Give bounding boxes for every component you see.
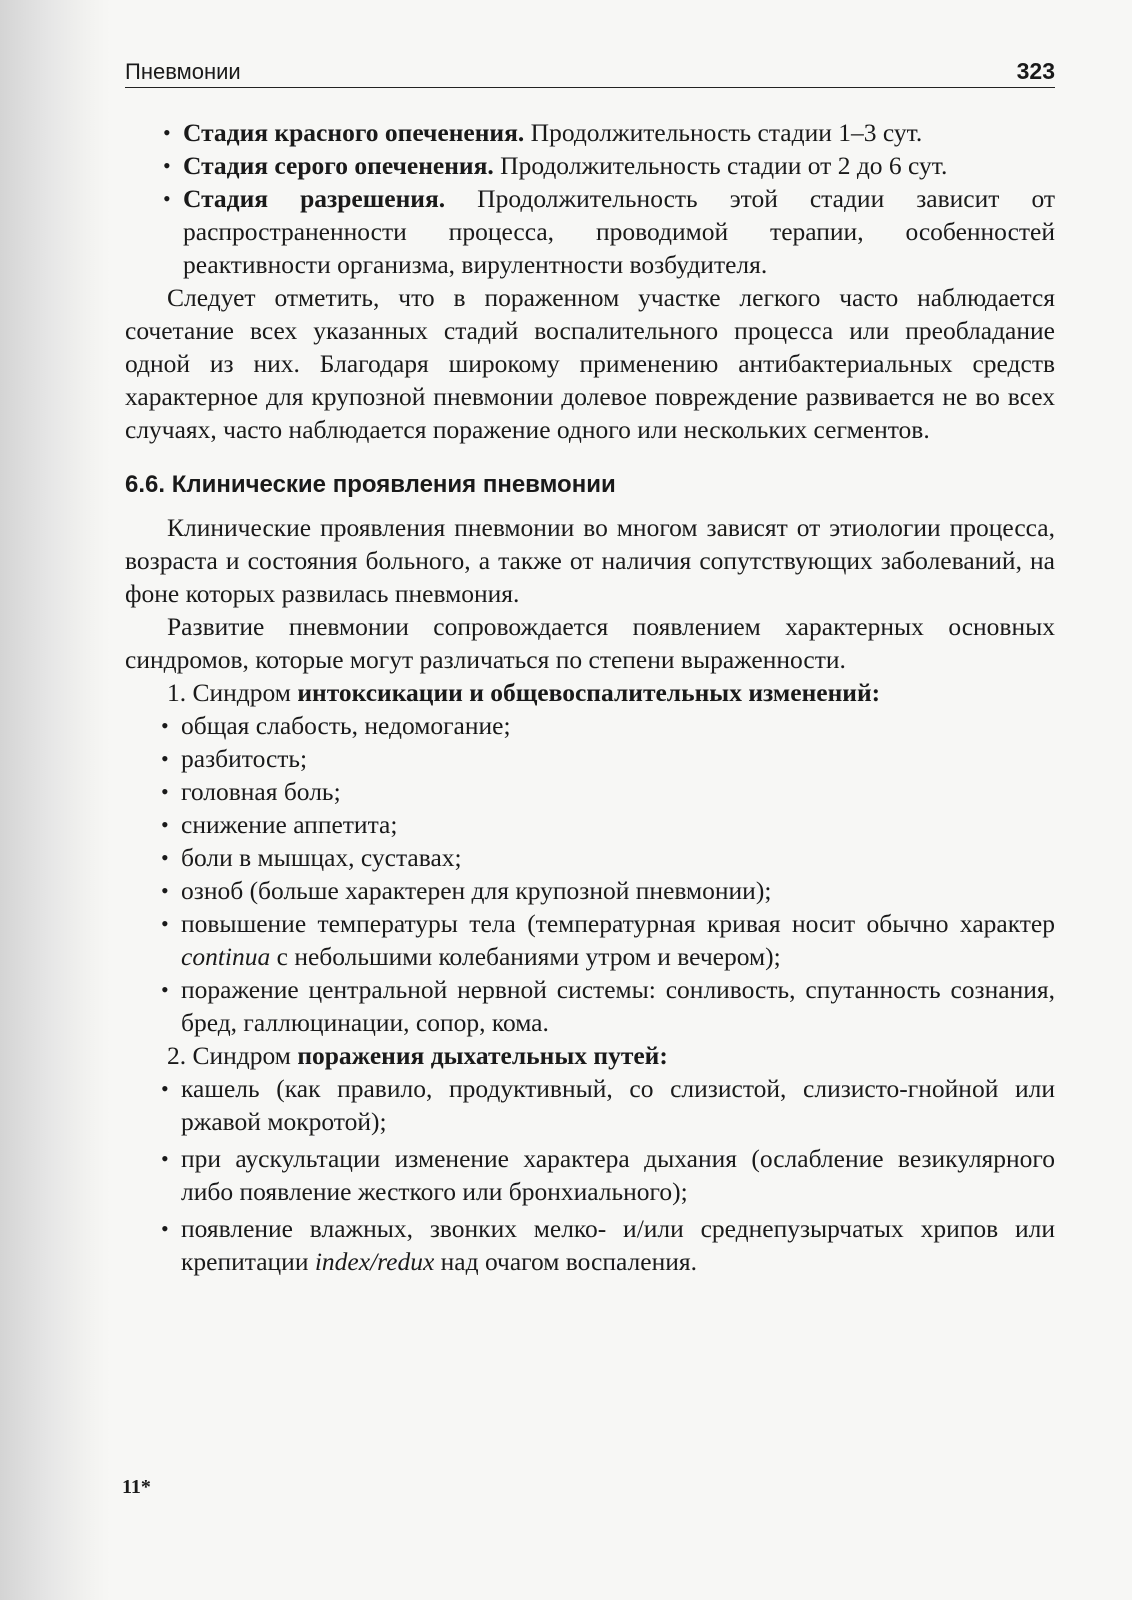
list-item (161, 907, 1055, 973)
item-text: повышение температуры тела (температурная кривая носит обычно характер (181, 909, 1055, 938)
item-text: с небольшими колебаниями утром и вечером); (270, 942, 781, 971)
syndrome-2-list (161, 1072, 1055, 1278)
syndrome-prefix: 2. Синдром (167, 1041, 298, 1070)
list-item: • головная боль; (161, 775, 1055, 808)
item-italic-term: continua (181, 942, 271, 971)
syndrome-1-list (161, 709, 1055, 1039)
list-item: • боли в мышцах, суставах; (161, 841, 1055, 874)
paragraph-stages-summary: Следует отметить, что в пораженном участке легкого часто наблюдается сочетание всех указанных стадий воспалительного процесса или преобладание одной из них. Благодаря широкому применению антибактериальных средств характерное для крупозной пневмонии долевое повреждение развивается не во всех случаях, часто наблюдается поражение одного или нескольких сегментов. (125, 283, 1055, 444)
signature-mark: 11* (122, 1476, 151, 1498)
syndrome-prefix: 1. Синдром (167, 678, 298, 707)
list-item: • общая слабость, недомогание; (161, 709, 1055, 742)
page-content (125, 116, 1055, 1278)
list-item: • кашель (как правило, продуктивный, со слизистой, слизисто-гнойной или ржавой мокротой); (161, 1072, 1055, 1138)
paragraph-syndromes-intro: Развитие пневмонии сопровождается появлением характерных основных синдромов, которые могут различаться по степени выраженности. (125, 612, 1055, 674)
item-text: появление влажных, звонких мелко- и/или среднепузырчатых хрипов или крепитации (181, 1214, 1055, 1276)
list-item: • озноб (больше характерен для крупозной пневмонии); (161, 874, 1055, 907)
stage-term: Стадия серого опеченения. (183, 151, 494, 180)
stage-text: Продолжительность стадии 1–3 сут. (524, 118, 923, 147)
syndrome-name: интоксикации и общевоспалительных изменений: (297, 678, 881, 707)
list-item (161, 1212, 1055, 1278)
syndrome-1-heading (125, 676, 1055, 709)
stage-term: Стадия разрешения. (183, 184, 446, 213)
running-title: Пневмонии (125, 59, 241, 84)
book-page (125, 58, 1055, 1282)
syndrome-2-heading (125, 1039, 1055, 1072)
stage-list (163, 116, 1055, 281)
paragraph-clinical-intro: Клинические проявления пневмонии во многом зависят от этиологии процесса, возраста и состояния больного, а также от наличия сопутствующих заболеваний, на фоне которых развилась пневмония. (125, 513, 1055, 608)
stage-term: Стадия красного опеченения. (183, 118, 525, 147)
list-item (163, 149, 1055, 182)
stage-text: Продолжительность стадии от 2 до 6 сут. (493, 151, 948, 180)
syndrome-name: поражения дыхательных путей: (297, 1041, 668, 1070)
list-item (163, 116, 1055, 149)
list-item: • разбитость; (161, 742, 1055, 775)
list-item: • снижение аппетита; (161, 808, 1055, 841)
item-text: над очагом воспаления. (434, 1247, 697, 1276)
stage-text: Продолжительность этой стадии зависит от распространенности процесса, проводимой терапии, особенностей реактивности организма, вирулентности возбудителя. (183, 184, 1055, 279)
page-number: 323 (1016, 58, 1055, 84)
book-spine-shadow (0, 0, 110, 1600)
section-heading: 6.6. Клинические проявления пневмонии (125, 471, 616, 498)
list-item: • при аускультации изменение характера дыхания (ослабление везикулярного либо появление жесткого или бронхиального); (161, 1142, 1055, 1208)
running-header (125, 58, 1055, 88)
list-item: • поражение центральной нервной системы: сонливость, спутанность сознания, бред, галлюцинации, сопор, кома. (161, 973, 1055, 1039)
list-item (163, 182, 1055, 281)
item-italic-term: index/redux (314, 1247, 435, 1276)
